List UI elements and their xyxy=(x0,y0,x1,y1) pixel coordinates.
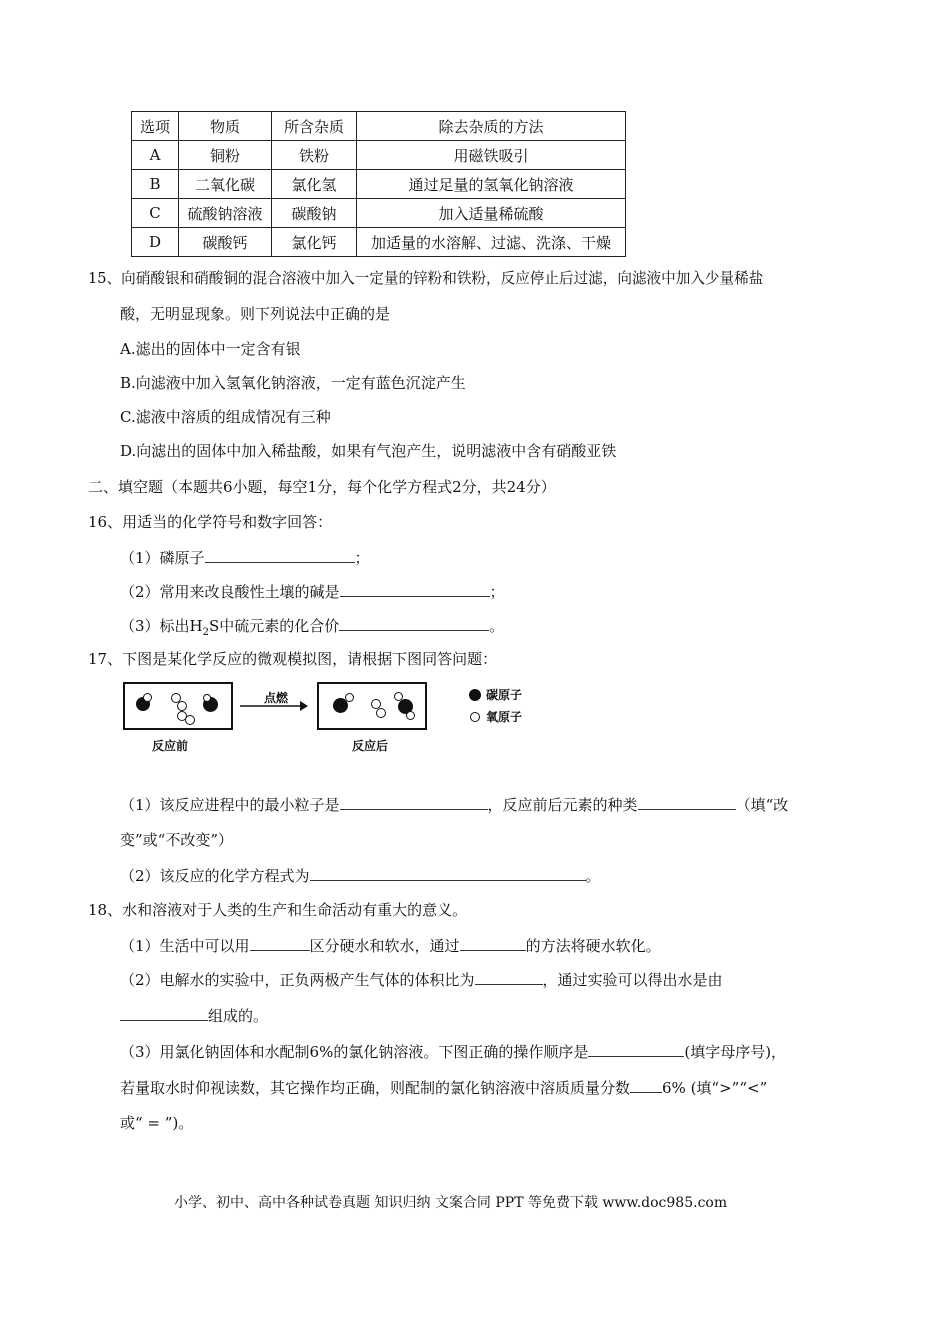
answer-blank[interactable] xyxy=(475,968,543,985)
after-label: 反应后 xyxy=(352,739,389,753)
q16-part3-text-b: S中硫元素的化合价 xyxy=(209,617,340,635)
q16-stem: 16、用适当的化学符号和数字回答： xyxy=(88,513,333,531)
q18-part3-text-b: (填字母序号)， xyxy=(684,1043,787,1061)
table-cell: 加入适量稀硫酸 xyxy=(357,199,626,228)
table-cell: A xyxy=(132,141,179,170)
q18-part2-text-b: ，通过实验可以得出水是由 xyxy=(542,971,723,989)
after-reaction-box xyxy=(317,682,427,730)
table-cell: 碳酸钙 xyxy=(179,228,272,257)
table-cell: 加适量的水溶解、过滤、洗涤、干燥 xyxy=(357,228,626,257)
oxygen-atom xyxy=(345,693,354,702)
q17-stem: 17、下图是某化学反应的微观模拟图，请根据下图同答问题： xyxy=(88,650,498,668)
oxygen-atom xyxy=(203,694,211,702)
answer-blank[interactable] xyxy=(250,934,310,951)
section-heading: 二、填空题（本题共6小题，每空1分，每个化学方程式2分，共24分） xyxy=(88,478,556,496)
legend-oxygen-icon xyxy=(470,712,480,722)
q16-part2 xyxy=(120,580,505,602)
table-row xyxy=(132,141,626,170)
q18-stem: 18、水和溶液对于人类的生产和生命活动有重大的意义。 xyxy=(88,901,468,919)
answer-blank[interactable] xyxy=(339,614,489,631)
q15-option-b: B.向滤液中加入氢氧化钠溶液，一定有蓝色沉淀产生 xyxy=(120,374,466,392)
answer-blank[interactable] xyxy=(205,546,355,563)
q18-part3-cont xyxy=(120,1076,767,1098)
answer-blank[interactable] xyxy=(340,580,490,597)
q18-part3-text-c: 若量取水时仰视读数，其它操作均正确，则配制的氯化钠溶液中溶质质量分数 xyxy=(120,1079,631,1097)
table-row xyxy=(132,199,626,228)
oxygen-atom xyxy=(376,708,386,718)
table-cell: 铜粉 xyxy=(179,141,272,170)
table-cell: 二氧化碳 xyxy=(179,170,272,199)
table-cell: B xyxy=(132,170,179,199)
table-cell: 氯化钙 xyxy=(272,228,357,257)
q17-part2 xyxy=(120,864,601,886)
before-reaction-box xyxy=(123,682,233,730)
q15-option-c: C.滤液中溶质的组成情况有三种 xyxy=(120,408,331,426)
q15-option-a: A.滤出的固体中一定含有银 xyxy=(120,340,301,358)
q18-part2-text-c: 组成的。 xyxy=(208,1007,269,1025)
oxygen-atom xyxy=(143,693,152,702)
q16-part2-end: ； xyxy=(489,583,505,601)
q18-part1 xyxy=(120,934,661,956)
table-cell: C xyxy=(132,199,179,228)
table-header: 选项 xyxy=(132,112,179,141)
table-cell: 碳酸钠 xyxy=(272,199,357,228)
q17-part1-text-b: ，反应前后元素的种类 xyxy=(487,796,638,814)
table-cell: 通过足量的氢氧化钠溶液 xyxy=(357,170,626,199)
table-header-row xyxy=(132,112,626,141)
before-label: 反应前 xyxy=(152,739,189,753)
answer-blank[interactable] xyxy=(120,1004,208,1021)
q17-part1-cont: 变”或“不改变”） xyxy=(120,831,234,849)
answer-blank[interactable] xyxy=(310,864,586,881)
q16-part1-end: ； xyxy=(354,549,370,567)
arrow-label: 点燃 xyxy=(264,691,289,705)
table-header: 物质 xyxy=(179,112,272,141)
q16-part2-text: （2）常用来改良酸性土壤的碱是 xyxy=(120,583,340,601)
q17-part1-text-c: （填“改 xyxy=(735,796,789,814)
q17-part2-end: 。 xyxy=(585,867,601,885)
q18-part1-text-b: 区分硬水和软水，通过 xyxy=(309,937,460,955)
q17-part1 xyxy=(120,793,788,815)
table-cell: 硫酸钠溶液 xyxy=(179,199,272,228)
q18-part1-text-c: 的方法将硬水软化。 xyxy=(525,937,661,955)
q16-part1 xyxy=(120,546,370,568)
q16-part3-subscript: 2 xyxy=(202,627,209,638)
reaction-arrow-icon xyxy=(238,700,310,712)
table-cell: D xyxy=(132,228,179,257)
table-cell: 铁粉 xyxy=(272,141,357,170)
answer-blank[interactable] xyxy=(588,1040,684,1057)
answer-blank[interactable] xyxy=(460,934,526,951)
table-cell: 氯化氢 xyxy=(272,170,357,199)
table-cell: 用磁铁吸引 xyxy=(357,141,626,170)
table-row xyxy=(132,170,626,199)
q18-part1-text-a: （1）生活中可以用 xyxy=(120,937,250,955)
impurity-table xyxy=(131,111,626,257)
oxygen-atom xyxy=(177,701,187,711)
q16-part3 xyxy=(120,614,504,638)
answer-blank[interactable] xyxy=(630,1076,662,1093)
q18-part3-text-d: 6% (填“>”“<” xyxy=(662,1079,768,1097)
answer-blank[interactable] xyxy=(340,793,488,810)
legend-oxygen-label: 氧原子 xyxy=(486,710,523,724)
table-row xyxy=(132,228,626,257)
q18-part3-end: 或“ = ”)。 xyxy=(120,1114,194,1132)
table-header: 除去杂质的方法 xyxy=(357,112,626,141)
oxygen-atom xyxy=(185,715,195,725)
q15-stem-line1: 15、向硝酸银和硝酸铜的混合溶液中加入一定量的锌粉和铁粉，反应停止后过滤，向滤液中加入少量稀盐 xyxy=(88,270,764,287)
oxygen-atom xyxy=(406,711,415,720)
q16-part3-text-a: （3）标出H xyxy=(120,617,203,635)
q18-part3 xyxy=(120,1040,786,1062)
q17-part1-text-a: （1）该反应进程中的最小粒子是 xyxy=(120,796,340,814)
q16-part1-text: （1）磷原子 xyxy=(120,549,205,567)
q18-part2-text-a: （2）电解水的实验中，正负两极产生气体的体积比为 xyxy=(120,971,475,989)
page-footer: 小学、初中、高中各种试卷真题 知识归纳 文案合同 PPT 等免费下载 www.doc985.com xyxy=(174,1195,728,1211)
legend-carbon-icon xyxy=(469,689,481,701)
q18-part3-text-a: （3）用氯化钠固体和水配制6%的氯化钠溶液。下图正确的操作顺序是 xyxy=(120,1043,589,1061)
table-header: 所含杂质 xyxy=(272,112,357,141)
q16-part3-end: 。 xyxy=(489,617,505,635)
answer-blank[interactable] xyxy=(638,793,736,810)
q15-option-d: D.向滤出的固体中加入稀盐酸，如果有气泡产生，说明滤液中含有硝酸亚铁 xyxy=(120,442,617,460)
q18-part2-cont xyxy=(120,1004,268,1026)
legend-carbon-label: 碳原子 xyxy=(486,688,523,702)
q17-part2-text: （2）该反应的化学方程式为 xyxy=(120,867,310,885)
q15-stem-line2: 酸，无明显现象。则下列说法中正确的是 xyxy=(120,305,391,323)
q18-part2 xyxy=(120,968,723,990)
